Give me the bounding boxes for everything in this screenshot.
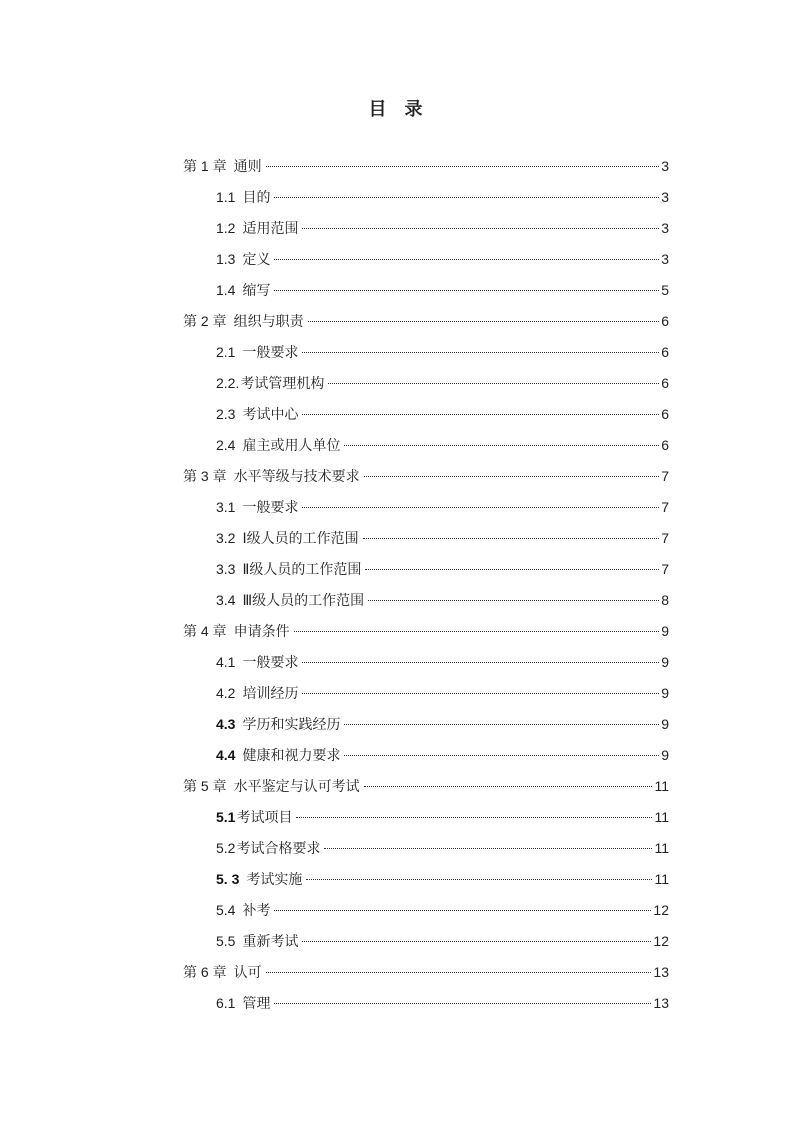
entry-number: 5.4: [216, 902, 236, 918]
page-number: 13: [653, 964, 669, 980]
toc-title: [0, 95, 793, 121]
toc-section-entry[interactable]: [183, 368, 669, 399]
entry-title: 一般要求: [242, 344, 299, 360]
page-number: 9: [661, 716, 669, 732]
entry-number: 5.2: [216, 840, 236, 856]
entry-number: 4.4: [216, 747, 236, 763]
entry-number: 第 4 章: [183, 623, 227, 639]
entry-title: 培训经历: [242, 685, 299, 701]
entry-title: 一般要求: [242, 499, 299, 515]
dot-leader: [344, 724, 659, 725]
entry-title: 雇主或用人单位: [242, 437, 341, 453]
toc-section-entry[interactable]: [183, 802, 669, 833]
entry-title: 水平鉴定与认可考试: [233, 778, 360, 794]
dot-leader: [363, 538, 660, 539]
entry-number: 第 1 章: [183, 158, 227, 174]
page-number: 7: [661, 530, 669, 546]
entry-number: 3.3: [216, 561, 236, 577]
page-number: 12: [653, 902, 669, 918]
entry-number: 3.2: [216, 530, 236, 546]
entry-number: 第 3 章: [183, 468, 227, 484]
entry-title: 健康和视力要求: [242, 747, 341, 763]
dot-leader: [302, 414, 659, 415]
entry-number: 3.1: [216, 499, 236, 515]
page-number: 3: [661, 158, 669, 174]
toc-section-entry[interactable]: [183, 213, 669, 244]
page-number: 11: [654, 871, 669, 887]
dot-leader: [324, 848, 652, 849]
entry-number: 4.1: [216, 654, 236, 670]
entry-title: 目的: [242, 189, 271, 205]
dot-leader: [274, 910, 651, 911]
toc-section-entry[interactable]: [183, 926, 669, 957]
entry-title: 水平等级与技术要求: [233, 468, 360, 484]
entry-title: 考试管理机构: [240, 375, 325, 391]
entry-title: 申请条件: [233, 623, 290, 639]
entry-title: 管理: [242, 995, 271, 1011]
toc-section-entry[interactable]: [183, 182, 669, 213]
entry-number: 5. 3: [216, 871, 240, 887]
entry-title: Ⅰ级人员的工作范围: [242, 530, 359, 546]
table-of-contents: [183, 151, 669, 1019]
entry-title: Ⅱ级人员的工作范围: [242, 561, 362, 577]
toc-chapter-entry[interactable]: [183, 771, 669, 802]
dot-leader: [308, 321, 660, 322]
dot-leader: [306, 879, 652, 880]
dot-leader: [294, 631, 660, 632]
toc-chapter-entry[interactable]: [183, 306, 669, 337]
page-number: 9: [661, 623, 669, 639]
entry-title: 定义: [242, 251, 271, 267]
dot-leader: [302, 941, 651, 942]
dot-leader: [344, 445, 659, 446]
dot-leader: [364, 786, 653, 787]
entry-title: 适用范围: [242, 220, 299, 236]
toc-section-entry[interactable]: [183, 275, 669, 306]
dot-leader: [302, 228, 659, 229]
page-number: 6: [661, 375, 669, 391]
title-char: 目: [368, 99, 389, 119]
dot-leader: [302, 662, 659, 663]
entry-title: 考试合格要求: [236, 840, 321, 856]
toc-section-entry[interactable]: [183, 399, 669, 430]
dot-leader: [274, 290, 659, 291]
entry-number: 4.3: [216, 716, 236, 732]
toc-section-entry[interactable]: [183, 864, 669, 895]
dot-leader: [266, 166, 660, 167]
entry-title: Ⅲ级人员的工作范围: [242, 592, 365, 608]
toc-chapter-entry[interactable]: [183, 616, 669, 647]
dot-leader: [266, 972, 652, 973]
entry-number: 5.5: [216, 933, 236, 949]
dot-leader: [302, 507, 659, 508]
dot-leader: [368, 600, 659, 601]
page-number: 11: [654, 840, 669, 856]
dot-leader: [302, 693, 659, 694]
entry-title: 通则: [233, 158, 262, 174]
entry-number: 第 6 章: [183, 964, 227, 980]
page-number: 8: [661, 592, 669, 608]
entry-number: 1.1: [216, 189, 236, 205]
entry-title: 补考: [242, 902, 271, 918]
toc-section-entry[interactable]: [183, 430, 669, 461]
entry-title: 重新考试: [242, 933, 299, 949]
dot-leader: [274, 1003, 651, 1004]
dot-leader: [274, 197, 659, 198]
toc-section-entry[interactable]: [183, 523, 669, 554]
entry-number: 第 2 章: [183, 313, 227, 329]
toc-section-entry[interactable]: [183, 554, 669, 585]
entry-number: 1.2: [216, 220, 236, 236]
page-number: 7: [661, 561, 669, 577]
entry-number: 3.4: [216, 592, 236, 608]
entry-number: 1.4: [216, 282, 236, 298]
page-number: 6: [661, 406, 669, 422]
page-number: 9: [661, 654, 669, 670]
dot-leader: [365, 569, 659, 570]
toc-section-entry[interactable]: [183, 337, 669, 368]
toc-chapter-entry[interactable]: [183, 957, 669, 988]
page-number: 6: [661, 344, 669, 360]
dot-leader: [274, 259, 659, 260]
entry-title: 组织与职责: [233, 313, 304, 329]
page-number: 6: [661, 437, 669, 453]
toc-section-entry[interactable]: [183, 647, 669, 678]
toc-section-entry[interactable]: [183, 988, 669, 1019]
toc-chapter-entry[interactable]: [183, 461, 669, 492]
entry-title: 考试项目: [236, 809, 293, 825]
page-number: 13: [653, 995, 669, 1011]
entry-number: 5.1: [216, 809, 236, 825]
page-number: 11: [654, 778, 669, 794]
entry-number: 2.3: [216, 406, 236, 422]
page-number: 3: [661, 189, 669, 205]
page-number: 3: [661, 251, 669, 267]
toc-section-entry[interactable]: [183, 492, 669, 523]
entry-number: 2.1: [216, 344, 236, 360]
toc-section-entry[interactable]: [183, 244, 669, 275]
entry-number: 第 5 章: [183, 778, 227, 794]
toc-section-entry[interactable]: [183, 895, 669, 926]
page-number: 9: [661, 747, 669, 763]
dot-leader: [344, 755, 659, 756]
entry-number: 1.3: [216, 251, 236, 267]
toc-chapter-entry[interactable]: [183, 151, 669, 182]
dot-leader: [302, 352, 659, 353]
toc-section-entry[interactable]: [183, 585, 669, 616]
entry-title: 学历和实践经历: [242, 716, 341, 732]
entry-title: 考试实施: [246, 871, 303, 887]
page-number: 5: [661, 282, 669, 298]
entry-title: 一般要求: [242, 654, 299, 670]
page-number: 7: [661, 499, 669, 515]
dot-leader: [328, 383, 659, 384]
toc-section-entry[interactable]: [183, 833, 669, 864]
title-char: 录: [404, 99, 425, 119]
page-number: 11: [654, 809, 669, 825]
entry-title: 考试中心: [242, 406, 299, 422]
dot-leader: [296, 817, 652, 818]
page-number: 3: [661, 220, 669, 236]
page-number: 7: [661, 468, 669, 484]
entry-number: 4.2: [216, 685, 236, 701]
dot-leader: [364, 476, 660, 477]
page-number: 9: [661, 685, 669, 701]
entry-number: 6.1: [216, 995, 236, 1011]
entry-number: 2.4: [216, 437, 236, 453]
entry-number: 2.2.: [216, 375, 240, 391]
toc-section-entry[interactable]: [183, 709, 669, 740]
entry-title: 认可: [233, 964, 262, 980]
toc-section-entry[interactable]: [183, 740, 669, 771]
entry-title: 缩写: [242, 282, 271, 298]
page-number: 12: [653, 933, 669, 949]
page-number: 6: [661, 313, 669, 329]
toc-section-entry[interactable]: [183, 678, 669, 709]
